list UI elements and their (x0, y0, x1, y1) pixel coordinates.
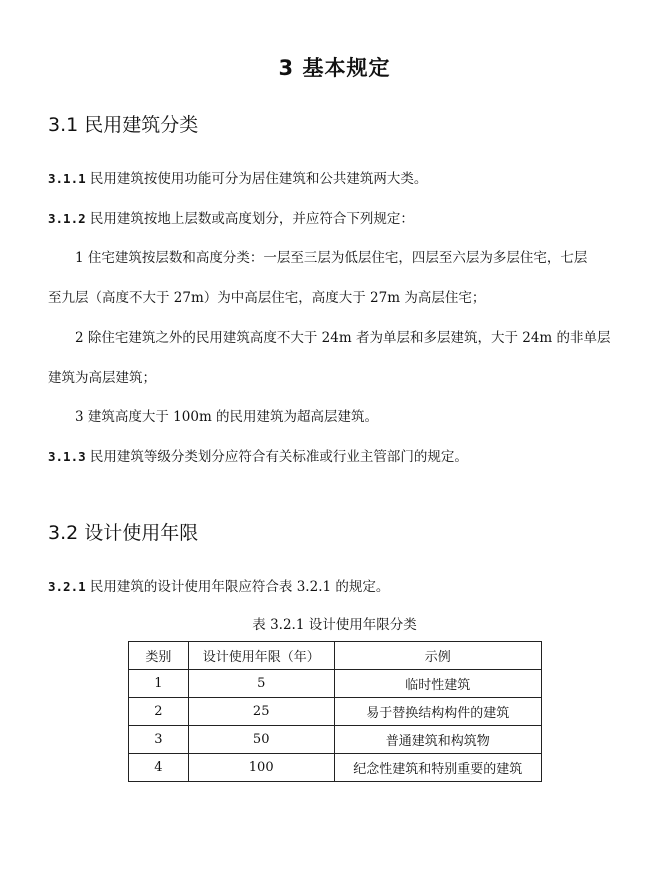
item-text: 2 除住宅建筑之外的民用建筑高度不大于 24m 者为单层和多层建筑，大于 24m 的非单层 (75, 330, 611, 346)
cell-category: 2 (129, 698, 189, 726)
item-1-line-2: 至九层（高度不大于 27m）为中高层住宅，高度大于 27m 为高层住宅； (48, 290, 486, 306)
clause-text: 民用建筑按使用功能可分为居住建筑和公共建筑两大类。 (85, 171, 428, 187)
chapter-title: 3 基本规定 (278, 56, 391, 80)
section-title-3-2: 3.2 设计使用年限 (48, 522, 199, 544)
table-row (129, 698, 542, 726)
clause-number: 3.1.1 (48, 171, 86, 186)
item-2-line-1 (48, 328, 628, 348)
cell-example: 普通建筑和构筑物 (334, 726, 541, 754)
clause-number: 3.1.3 (48, 449, 86, 464)
clause-3-2-1 (48, 577, 628, 597)
header-category: 类别 (129, 642, 189, 670)
table-caption: 表 3.2.1 设计使用年限分类 (252, 617, 417, 633)
item-text: 3 建筑高度大于 100m 的民用建筑为超高层建筑。 (75, 409, 379, 425)
clause-number: 3.1.2 (48, 211, 86, 226)
cell-service-life: 5 (188, 670, 334, 698)
item-2-line-2: 建筑为高层建筑； (48, 370, 156, 386)
clause-3-1-1 (48, 169, 628, 189)
table-header-row (129, 642, 542, 670)
clause-3-1-3 (48, 447, 628, 467)
cell-category: 4 (129, 754, 189, 782)
cell-category: 1 (129, 670, 189, 698)
cell-category: 3 (129, 726, 189, 754)
header-service-life: 设计使用年限（年） (188, 642, 334, 670)
cell-service-life: 25 (188, 698, 334, 726)
table-row (129, 754, 542, 782)
cell-example: 纪念性建筑和特别重要的建筑 (334, 754, 541, 782)
cell-service-life: 50 (188, 726, 334, 754)
clause-3-1-2 (48, 209, 628, 229)
section-title-3-1: 3.1 民用建筑分类 (48, 114, 199, 136)
cell-example: 临时性建筑 (334, 670, 541, 698)
cell-service-life: 100 (188, 754, 334, 782)
clause-text: 民用建筑的设计使用年限应符合表 3.2.1 的规定。 (85, 579, 390, 595)
cell-example: 易于替换结构构件的建筑 (334, 698, 541, 726)
clause-number: 3.2.1 (48, 579, 86, 594)
table-row (129, 670, 542, 698)
item-1-line-1 (48, 248, 628, 268)
item-3-line-1 (48, 407, 628, 427)
clause-text: 民用建筑按地上层数或高度划分，并应符合下列规定： (85, 211, 414, 227)
table-row (129, 726, 542, 754)
service-life-table (128, 641, 542, 782)
header-example: 示例 (334, 642, 541, 670)
item-text: 1 住宅建筑按层数和高度分类：一层至三层为低层住宅，四层至六层为多层住宅，七层 (75, 250, 588, 266)
clause-text: 民用建筑等级分类划分应符合有关标准或行业主管部门的规定。 (85, 449, 468, 465)
